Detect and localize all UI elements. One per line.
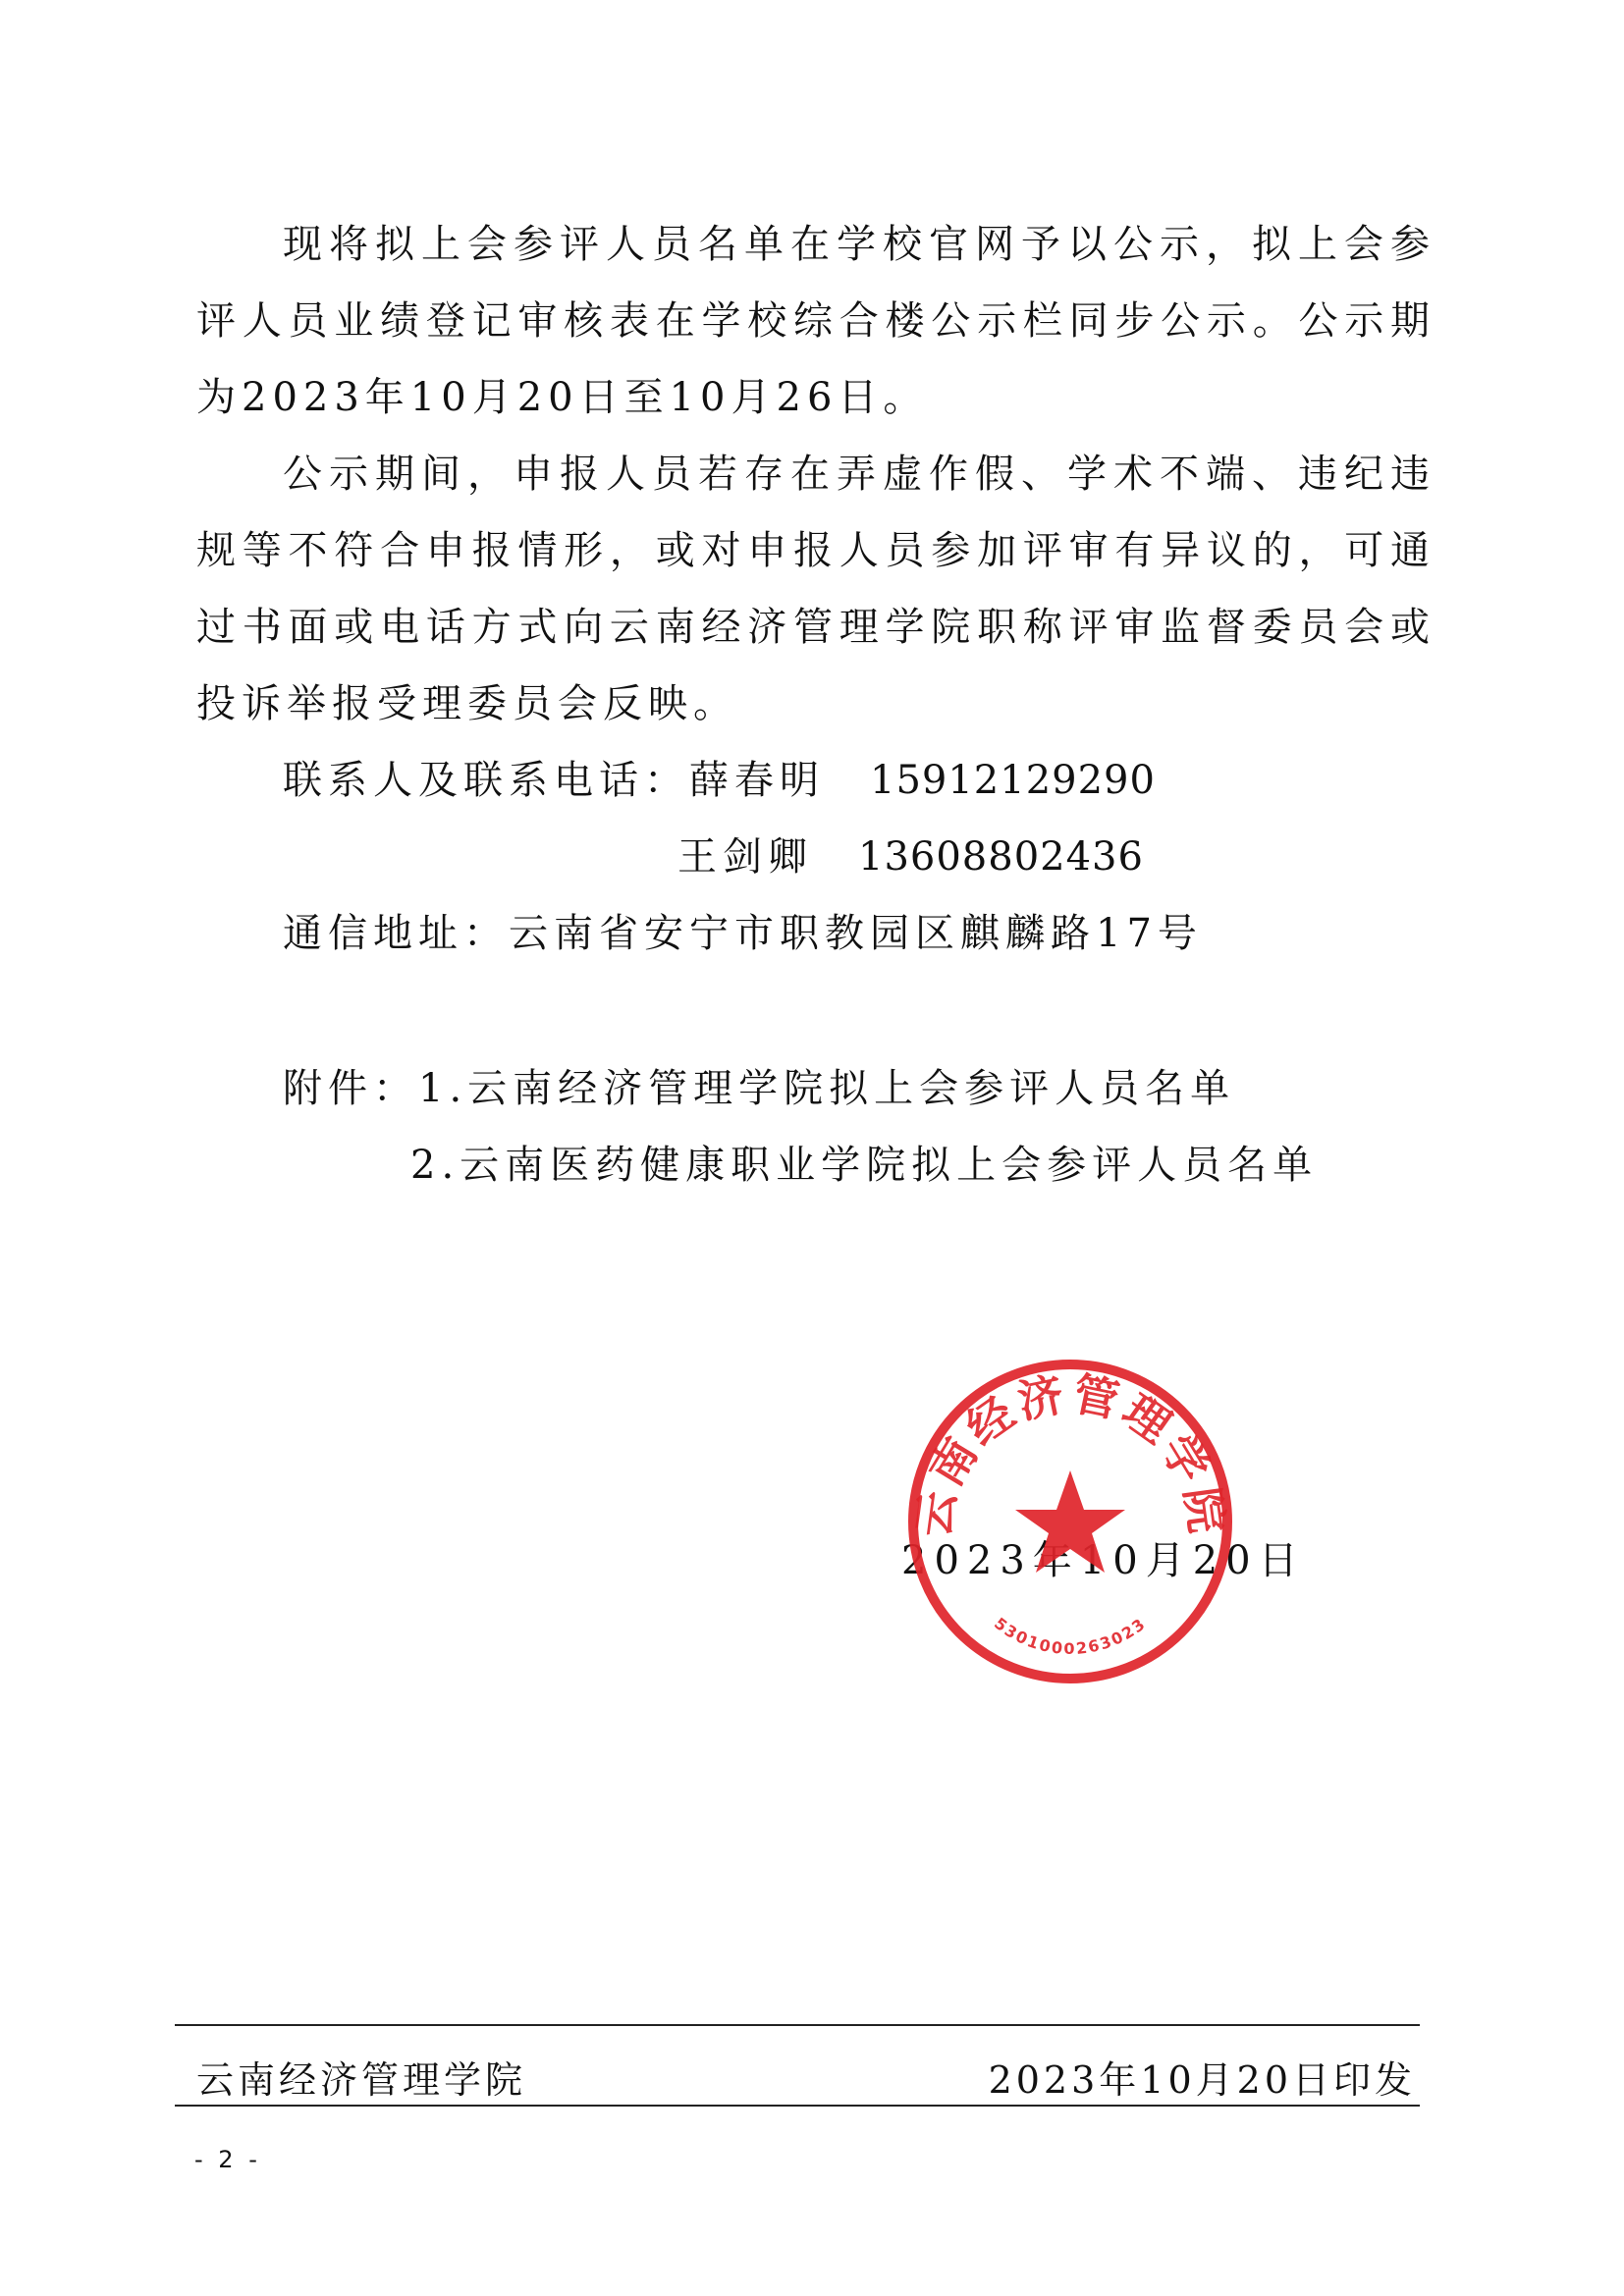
mailing-address: 通信地址：云南省安宁市职教园区麒麟路17号 [283, 911, 1203, 956]
attachment-item-2: 2.云南医药健康职业学院拟上会参评人员名单 [410, 1143, 1319, 1188]
contact-line-2 [677, 819, 1144, 895]
contact-phone-2: 13608802436 [858, 834, 1144, 880]
body-paragraph-2: 公示期间，申报人员若存在弄虚作假、学术不端、违纪违规等不符合申报情形，或对申报人员参加评审有异议的，可通过书面或电话方式向云南经济管理学院职称评审监督委员会或投诉举报受理委员会反映。 [196, 452, 1435, 726]
contact-line-1 [283, 742, 1156, 819]
footer-top-rule [175, 2024, 1420, 2026]
contact-phone-1: 15912129290 [870, 758, 1156, 803]
attachment-line-1 [283, 1050, 1235, 1127]
page-number: - 2 - [194, 2146, 261, 2173]
contact-label: 联系人及联系电话： [283, 758, 689, 803]
seal-icon [903, 1355, 1237, 1688]
contact-name-2: 王剑卿 [677, 834, 813, 880]
official-seal [903, 1355, 1237, 1688]
footer-issuer: 云南经济管理学院 [196, 2058, 527, 2102]
svg-text:5301000263023 [991, 1614, 1150, 1658]
seal-text: 云南经济管理学院 [906, 1366, 1234, 1540]
body-paragraph-1: 现将拟上会参评人员名单在学校官网予以公示，拟上会参评人员业绩登记审核表在学校综合楼公示栏同步公示。公示期为2023年10月20日至10月26日。 [196, 222, 1435, 420]
attachment-item-1: 1.云南经济管理学院拟上会参评人员名单 [418, 1066, 1236, 1111]
signature-date: 2023年10月20日 [901, 1538, 1306, 1583]
footer-issue-date: 2023年10月20日印发 [988, 2058, 1416, 2102]
seal-code: 5301000263023 [991, 1614, 1150, 1658]
footer-bottom-rule [175, 2105, 1420, 2107]
attachment-label: 附件： [283, 1066, 418, 1111]
contact-name-1: 薛春明 [689, 758, 825, 803]
